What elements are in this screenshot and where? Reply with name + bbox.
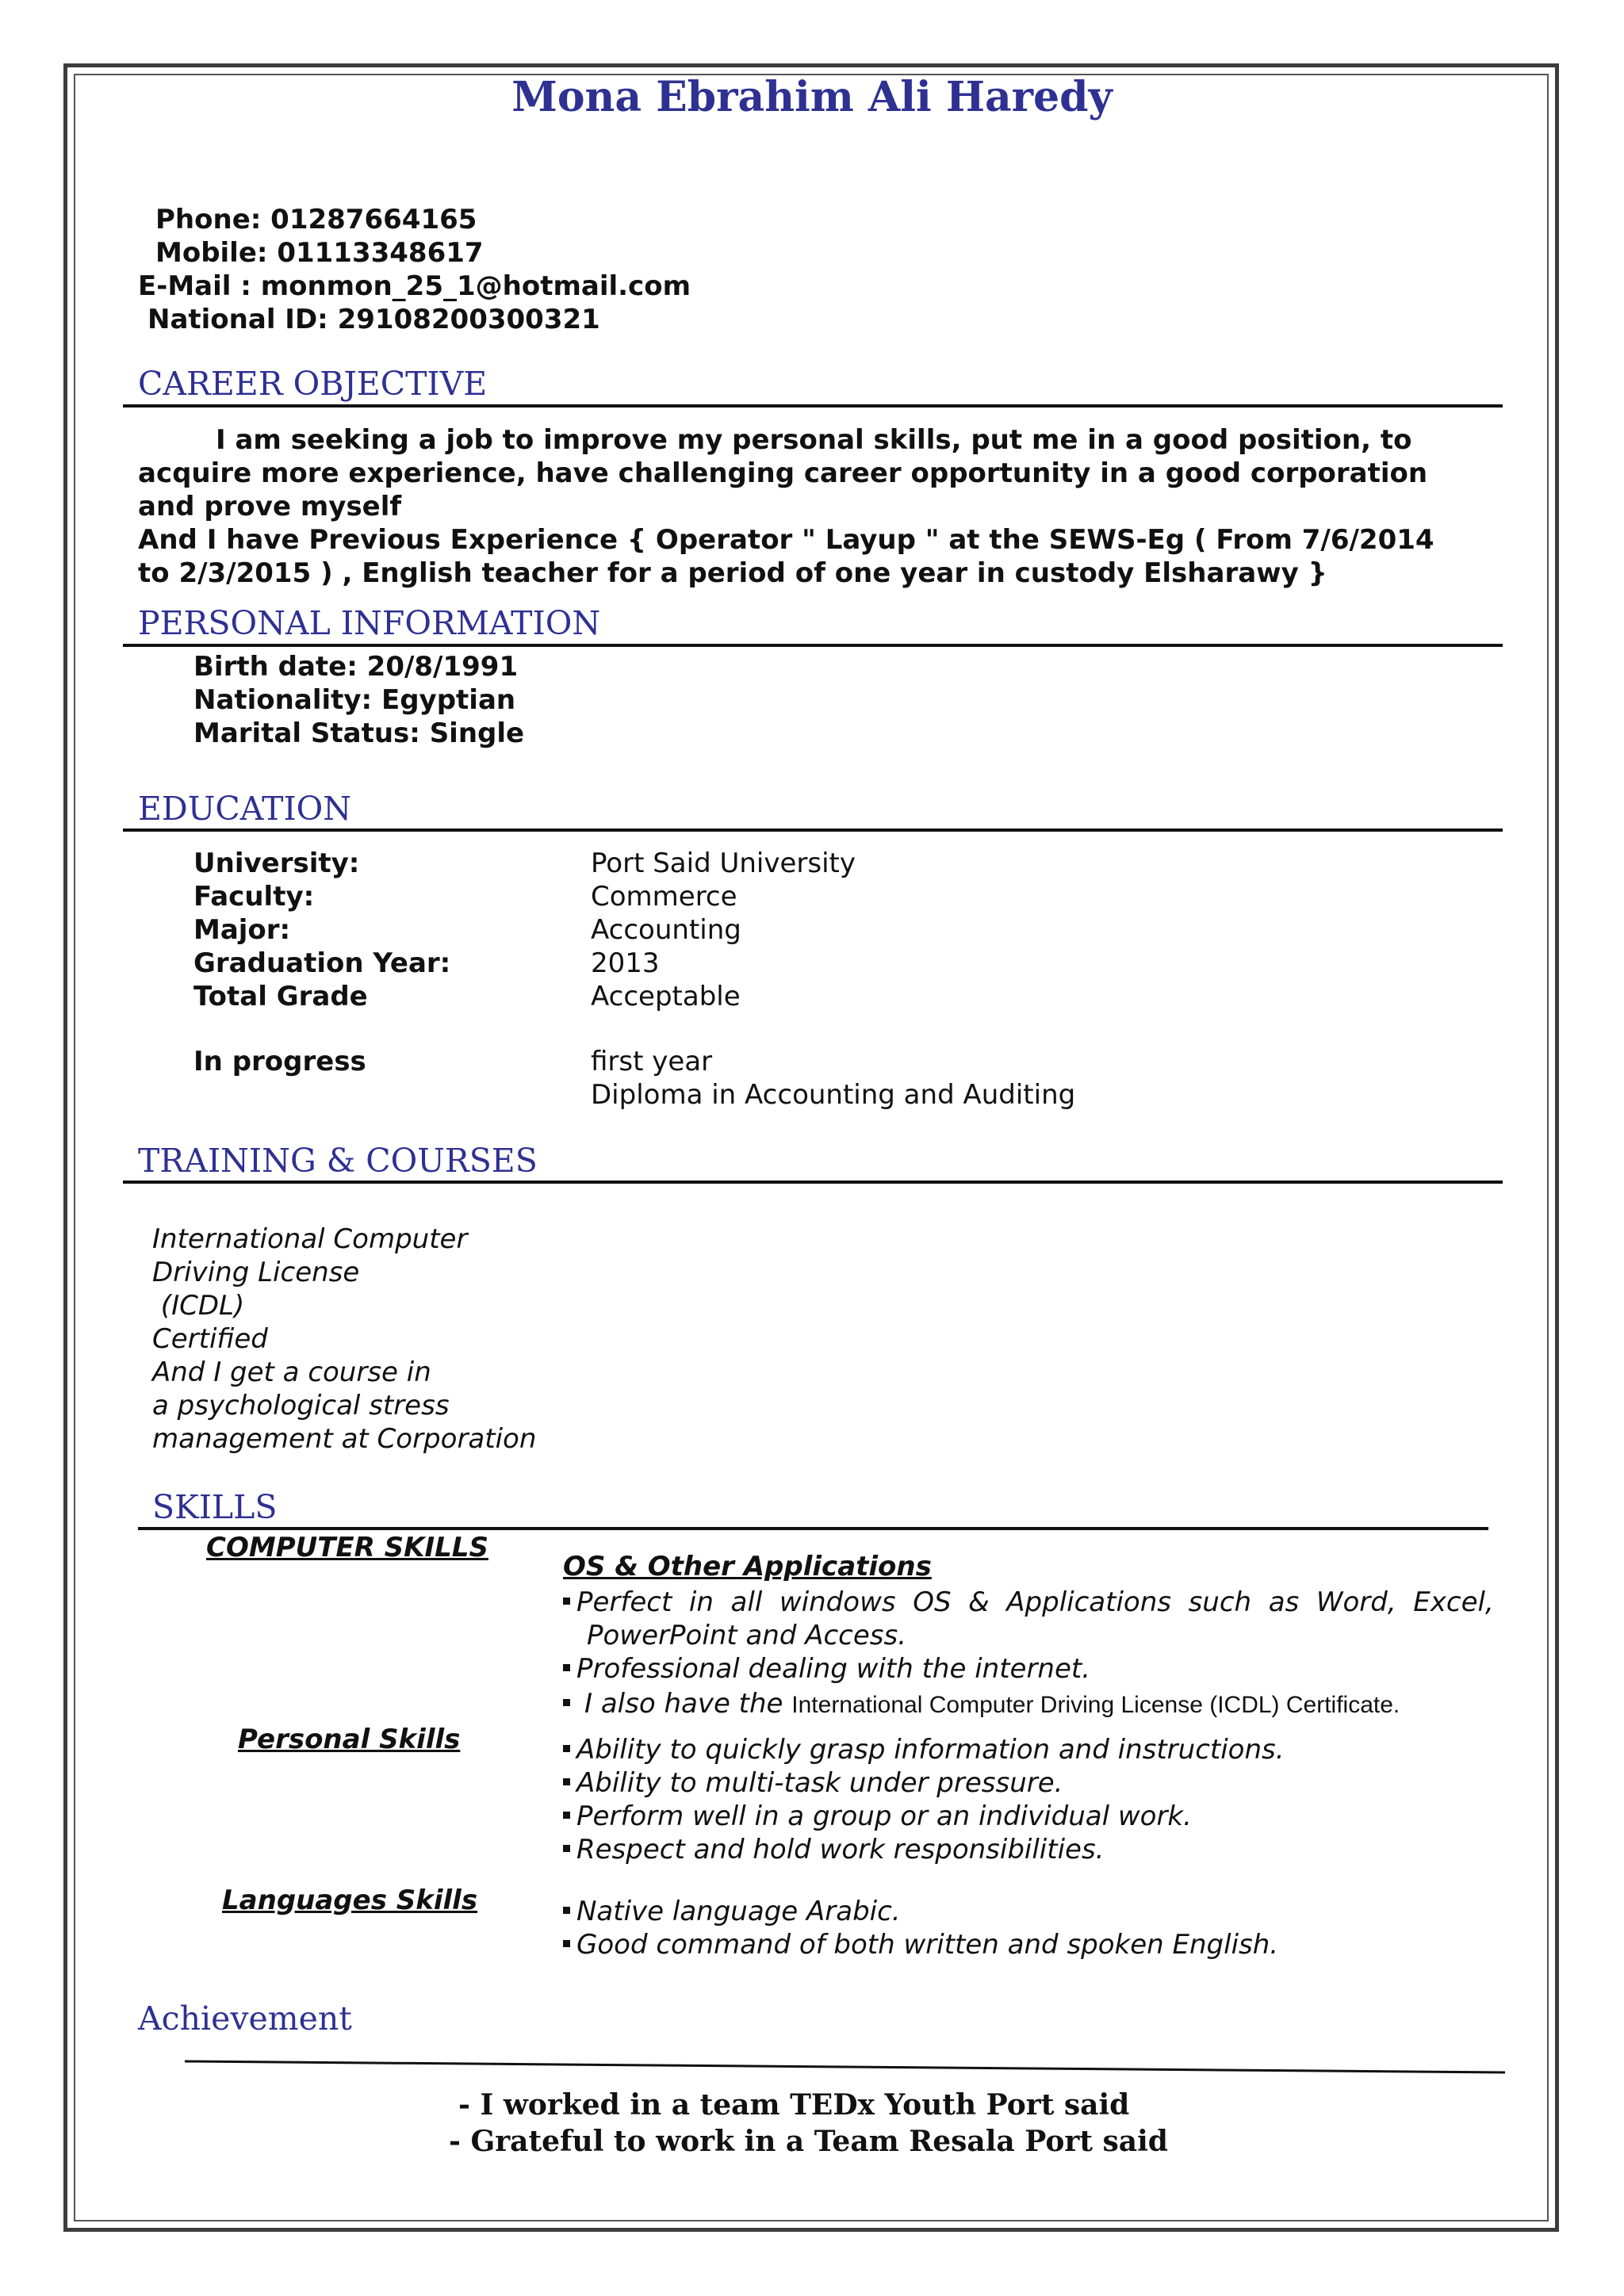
nationality: Nationality: Egyptian (193, 684, 516, 716)
objective-line: and prove myself (138, 491, 402, 522)
objective-line: acquire more experience, have challenging career opportunity in a good corporation (138, 457, 1428, 489)
education-value: Commerce (591, 881, 737, 913)
objective-line: I am seeking a job to improve my personal skills, put me in a good position, to (216, 424, 1412, 456)
mobile: Mobile: 01113348617 (155, 237, 484, 269)
objective-line: to 2/3/2015 ) , English teacher for a period of one year in custody Elsharawy } (138, 557, 1327, 589)
bullet-icon (563, 1778, 570, 1785)
training-line: Driving License (152, 1257, 360, 1288)
birth-date: Birth date: 20/8/1991 (193, 651, 519, 683)
bullet-icon (563, 1812, 570, 1819)
achievement-item: - Grateful to work in a Team Resala Port said (449, 2125, 1168, 2158)
education-label: Faculty: (193, 881, 315, 913)
bullet-icon (563, 1845, 570, 1852)
training-line: management at Corporation (152, 1423, 537, 1455)
bullet-icon (563, 1940, 570, 1947)
languages-skills-label: Languages Skills (222, 1885, 478, 1916)
education-label: Graduation Year: (193, 947, 451, 979)
training-line: International Computer (152, 1223, 468, 1255)
personal-skill-item: Respect and hold work responsibilities. (563, 1833, 1104, 1866)
personal-skill-item: Perform well in a group or an individual work. (563, 1800, 1192, 1833)
education-heading: EDUCATION (138, 790, 352, 828)
bullet-icon (563, 1745, 570, 1752)
career-objective-heading: CAREER OBJECTIVE (138, 365, 488, 403)
skills-heading: SKILLS (152, 1488, 278, 1526)
education-label: Major: (193, 914, 291, 946)
bullet-icon (563, 1598, 570, 1605)
os-applications-label: OS & Other Applications (563, 1551, 932, 1582)
section-rule (138, 1527, 1488, 1530)
in-progress-label: In progress (193, 1046, 366, 1077)
objective-line: And I have Previous Experience { Operator " Layup " at the SEWS-Eg ( From 7/6/2014 (138, 524, 1434, 556)
training-line: Certified (152, 1323, 268, 1355)
phone: Phone: 01287664165 (155, 204, 477, 235)
marital-status: Marital Status: Single (193, 718, 525, 749)
computer-skill-item-continued: PowerPoint and Access. (587, 1620, 907, 1651)
language-skill-item: Good command of both written and spoken English. (563, 1928, 1278, 1961)
education-label: University: (193, 848, 360, 879)
section-rule (123, 644, 1503, 647)
email: E-Mail : monmon_25_1@hotmail.com (138, 270, 691, 302)
education-value: Port Said University (591, 848, 856, 879)
personal-information-heading: PERSONAL INFORMATION (138, 604, 601, 642)
personal-skill-item: Ability to multi-task under pressure. (563, 1766, 1063, 1800)
computer-skills-label: COMPUTER SKILLS (206, 1532, 488, 1563)
education-value: Acceptable (591, 981, 741, 1012)
bullet-icon (563, 1699, 570, 1706)
computer-skill-item: Perfect in all windows OS & Applications such as Word, Excel, (563, 1586, 1471, 1619)
training-line: a psychological stress (152, 1390, 450, 1422)
education-value: 2013 (591, 947, 660, 979)
bullet-icon (563, 1664, 570, 1671)
section-rule (123, 404, 1503, 408)
section-rule (123, 828, 1503, 832)
bullet-icon (563, 1907, 570, 1914)
language-skill-item: Native language Arabic. (563, 1895, 901, 1928)
training-line: And I get a course in (152, 1357, 431, 1388)
education-label: Total Grade (193, 981, 368, 1012)
achievement-heading: Achievement (138, 1999, 352, 2038)
training-heading: TRAINING & COURSES (138, 1142, 538, 1180)
computer-skill-item: Professional dealing with the internet. (563, 1652, 1090, 1686)
achievement-item: - I worked in a team TEDx Youth Port said (458, 2088, 1130, 2122)
section-rule (123, 1181, 1503, 1184)
in-progress-value: Diploma in Accounting and Auditing (591, 1079, 1076, 1111)
in-progress-value: first year (591, 1046, 713, 1077)
education-value: Accounting (591, 914, 741, 946)
personal-skills-label: Personal Skills (238, 1724, 461, 1755)
personal-skill-item: Ability to quickly grasp information and instructions. (563, 1733, 1285, 1766)
computer-skill-item: I also have the International Computer Driving License (ICDL) Certificate. (563, 1687, 1400, 1722)
resume-name: Mona Ebrahim Ali Haredy (511, 73, 1113, 121)
training-line: (ICDL) (152, 1290, 245, 1322)
national-id: National ID: 29108200300321 (147, 304, 600, 335)
